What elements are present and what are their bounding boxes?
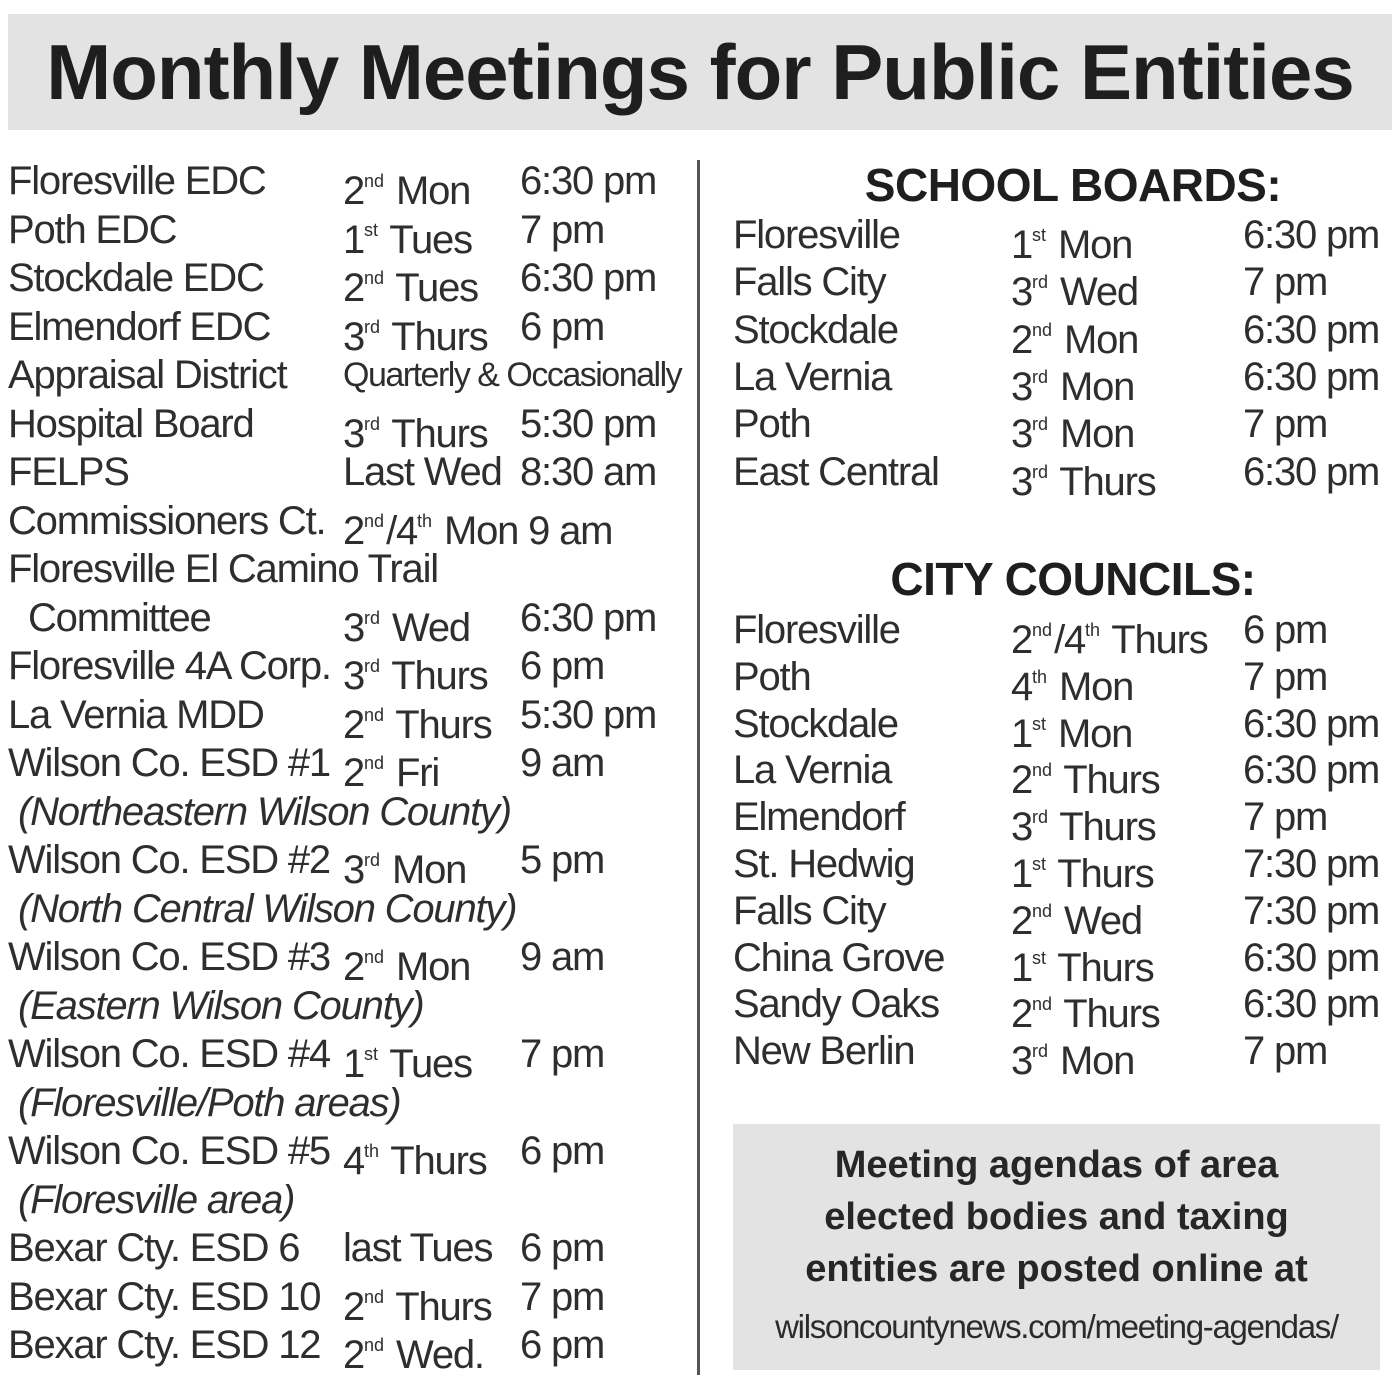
ordinal-number: 4 — [343, 1139, 365, 1184]
day-name: Mon — [396, 169, 471, 214]
day-name: Thurs — [395, 702, 492, 747]
entity-name: Falls City — [733, 260, 886, 305]
day-name: Thurs — [1063, 758, 1160, 803]
meeting-row — [733, 212, 1393, 268]
meeting-day — [1011, 1028, 1134, 1085]
entity-name: Floresville EDC — [8, 159, 266, 203]
meeting-day — [343, 448, 502, 496]
meeting-time: 9 am — [520, 741, 605, 785]
ordinal-suffix: nd — [364, 510, 385, 531]
meeting-time: 5:30 pm — [520, 692, 657, 737]
notice-line: Meeting agendas of area — [834, 1144, 1279, 1186]
entity-name: Bexar Cty. ESD 12 — [8, 1323, 321, 1367]
meeting-time: 5:30 pm — [520, 401, 657, 446]
meeting-time: 6 pm — [520, 304, 605, 349]
day-name: Mon — [396, 945, 471, 990]
meeting-row — [8, 836, 688, 893]
ordinal-number: 2 — [1011, 618, 1033, 663]
entity-name: Stockdale — [733, 701, 898, 746]
ordinal-number: 3 — [343, 411, 365, 456]
day-name: last Tues — [343, 1226, 493, 1270]
entity-name: Elmendorf — [733, 795, 905, 840]
meeting-row — [733, 747, 1393, 803]
ordinal-suffix: rd — [364, 316, 381, 337]
meeting-time: 6:30 pm — [1243, 213, 1380, 257]
title-bar — [8, 14, 1392, 130]
meeting-row — [8, 497, 688, 553]
meeting-row — [8, 448, 688, 497]
meeting-time: 6:30 pm — [520, 256, 657, 300]
day-name: Quarterly & Occasionally — [343, 356, 682, 394]
meeting-row — [8, 545, 688, 594]
entity-name: Bexar Cty. ESD 10 — [8, 1274, 321, 1319]
school-boards-heading: SCHOOL BOARDS: — [864, 159, 1282, 211]
agenda-notice — [733, 1124, 1380, 1370]
notice-line: entities are posted online at — [805, 1248, 1308, 1290]
meeting-row — [8, 1030, 688, 1087]
ordinal-suffix: st — [364, 219, 379, 240]
meeting-row — [733, 449, 1393, 504]
ordinal-number: 3 — [1011, 270, 1033, 315]
meeting-time: 7 pm — [1243, 402, 1328, 447]
meeting-time: 6:30 pm — [1243, 307, 1380, 352]
day-name: Mon — [1059, 1039, 1135, 1084]
ordinal-suffix: st — [1032, 854, 1047, 874]
meeting-row — [733, 841, 1393, 897]
meeting-row — [8, 303, 688, 359]
meeting-row — [8, 691, 688, 747]
entity-name: Elmendorf EDC — [8, 304, 271, 349]
day-name: Tues — [389, 1042, 472, 1087]
entity-name: New Berlin — [733, 1029, 915, 1074]
ordinal-number: 2 — [1011, 992, 1033, 1037]
ordinal-suffix: nd — [364, 171, 385, 191]
area-note: (Northeastern Wilson County) — [18, 789, 511, 834]
meeting-row — [733, 654, 1393, 709]
ordinal-number: 2 — [343, 266, 365, 311]
meeting-time: 6:30 pm — [1243, 935, 1380, 980]
meeting-row — [8, 1273, 688, 1329]
entities-list — [8, 157, 688, 1378]
ordinal-suffix: th — [417, 510, 433, 531]
entity-name: Floresville 4A Corp. — [8, 644, 331, 688]
ordinal-suffix: st — [1032, 947, 1047, 968]
ordinal-number: 2 — [1011, 317, 1033, 362]
day-name: Thurs — [1063, 992, 1160, 1037]
day-name: Mon — [1059, 412, 1135, 457]
day-name: Thurs — [390, 1139, 487, 1184]
meeting-row — [733, 259, 1393, 315]
ordinal-suffix: nd — [364, 268, 385, 288]
day-name: Tues — [395, 266, 478, 311]
day-name: Thurs — [395, 1284, 492, 1329]
ordinal-number: 2 — [343, 751, 365, 796]
entity-name: Stockdale EDC — [8, 256, 264, 300]
day-name: Wed — [1059, 270, 1138, 315]
ordinal-suffix: th — [1032, 666, 1048, 687]
ordinal-number: 4 — [1011, 664, 1033, 709]
ordinal-suffix: st — [1032, 225, 1047, 245]
meeting-time: 6:30 pm — [520, 159, 657, 203]
ordinal-suffix: th — [364, 1141, 380, 1161]
ordinal-number: 3 — [343, 848, 365, 893]
meeting-row — [733, 888, 1393, 943]
entity-name: La Vernia MDD — [8, 692, 264, 737]
ordinal-suffix: rd — [364, 656, 381, 676]
ordinal-number: 1 — [343, 217, 365, 262]
entity-name: Hospital Board — [8, 401, 254, 446]
ordinal-suffix: nd — [364, 704, 385, 725]
meeting-time: 6:30 pm — [1243, 449, 1380, 494]
meeting-time: 5 pm — [520, 838, 605, 882]
meeting-time: 6 pm — [520, 1226, 605, 1270]
agenda-url-link[interactable]: wilsoncountynews.com/meeting-agendas/ — [775, 1308, 1338, 1345]
meeting-time: 7 pm — [520, 1274, 605, 1319]
page-title: Monthly Meetings for Public Entities — [46, 28, 1354, 116]
entity-name: Floresville El Camino Trail — [8, 547, 438, 591]
meeting-time: 7:30 pm — [1243, 842, 1380, 886]
ordinal-number: 2 — [343, 1333, 365, 1378]
meeting-row — [8, 933, 688, 990]
notice-line: elected bodies and taxing — [824, 1196, 1289, 1238]
day-name: Thurs — [1059, 459, 1156, 504]
ordinal-number: 4 — [1064, 618, 1086, 663]
day-name: Thurs — [1057, 852, 1154, 897]
meeting-row — [8, 1127, 688, 1184]
area-note-row — [8, 1176, 688, 1225]
ordinal-number: 1 — [343, 1042, 365, 1087]
ordinal-suffix: nd — [1032, 760, 1053, 781]
meeting-row — [733, 981, 1393, 1037]
ordinal-number: 3 — [343, 654, 365, 699]
ordinal-number: 1 — [1011, 945, 1033, 990]
meeting-time: 7 pm — [520, 207, 605, 252]
area-note: (North Central Wilson County) — [18, 886, 517, 931]
day-name: Mon — [391, 848, 467, 893]
entity-name: Appraisal District — [8, 353, 287, 397]
meeting-day — [343, 1321, 484, 1379]
meeting-time: 7 pm — [1243, 260, 1328, 305]
meeting-row — [8, 642, 688, 699]
entity-name: Floresville — [733, 213, 900, 257]
meeting-row — [8, 1224, 688, 1273]
meeting-time: 7 pm — [1243, 795, 1328, 840]
meeting-time: 6 pm — [520, 1129, 605, 1173]
day-name: Fri — [396, 751, 440, 796]
ordinal-number: 3 — [1011, 459, 1033, 504]
area-note-row — [8, 1079, 688, 1128]
day-name: Mon 9 am — [443, 508, 613, 553]
meeting-row — [733, 607, 1393, 663]
entity-name: Poth — [733, 402, 811, 447]
area-note: (Eastern Wilson County) — [18, 983, 424, 1028]
day-name: Thurs — [391, 654, 488, 699]
ordinal-suffix: nd — [364, 947, 385, 967]
area-note: (Floresville area) — [18, 1177, 295, 1222]
entity-name: FELPS — [8, 450, 129, 494]
day-name: Wed — [391, 605, 470, 650]
ordinal-number: 2 — [343, 702, 365, 747]
ordinal-suffix: st — [1032, 713, 1047, 734]
meeting-row — [8, 739, 688, 796]
meeting-row — [733, 794, 1393, 850]
ordinal-number: 4 — [396, 508, 418, 553]
day-name: Thurs — [1111, 618, 1208, 663]
ordinal-suffix: rd — [364, 850, 381, 870]
meeting-row — [733, 354, 1393, 409]
ordinal-suffix: rd — [364, 607, 381, 628]
meeting-time: 6:30 pm — [1243, 748, 1380, 793]
ordinal-number: 1 — [1011, 223, 1033, 268]
ordinal-number: 2 — [1011, 898, 1033, 943]
column-divider — [697, 160, 700, 1375]
meeting-day — [343, 1224, 492, 1272]
meeting-day — [343, 351, 681, 399]
ordinal-suffix: rd — [1032, 807, 1049, 828]
day-name: Mon — [1057, 711, 1133, 756]
ordinal-number: 1 — [1011, 852, 1033, 897]
entity-name: Poth — [733, 654, 811, 699]
day-name: Thurs — [1057, 945, 1154, 990]
meeting-time: 9 am — [520, 935, 605, 979]
area-note-row — [8, 885, 688, 934]
meeting-time: 7:30 pm — [1243, 888, 1380, 933]
ordinal-number: 2 — [343, 169, 365, 214]
meeting-row — [733, 1028, 1393, 1084]
area-note-row — [8, 982, 688, 1031]
entity-name: Committee — [28, 595, 211, 640]
day-name: Last Wed — [343, 450, 502, 494]
entity-name: St. Hedwig — [733, 842, 915, 886]
ordinal-number: 3 — [1011, 805, 1033, 850]
meeting-time: 7 pm — [1243, 1029, 1328, 1074]
entity-name: Floresville — [733, 608, 900, 652]
meeting-time: 6 pm — [520, 644, 605, 688]
meeting-time: 7 pm — [520, 1032, 605, 1076]
meeting-row — [8, 157, 688, 214]
ordinal-suffix: nd — [364, 1286, 385, 1307]
day-name: Thurs — [391, 314, 488, 359]
entity-name: La Vernia — [733, 748, 892, 793]
entity-name: Wilson Co. ESD #4 — [8, 1032, 330, 1076]
day-name: Thurs — [1059, 805, 1156, 850]
meeting-day: 2nd/4th Mon 9 am — [343, 508, 613, 553]
ordinal-suffix: nd — [1032, 994, 1053, 1015]
meeting-row — [733, 701, 1393, 756]
ordinal-suffix: nd — [1032, 900, 1053, 921]
area-note: (Floresville/Poth areas) — [18, 1080, 401, 1125]
ordinal-suffix: nd — [364, 753, 385, 773]
ordinal-number: 2 — [343, 1284, 365, 1329]
meeting-row — [8, 254, 688, 311]
day-name: Tues — [389, 217, 472, 262]
ordinal-suffix: nd — [364, 1335, 385, 1355]
entity-name: Stockdale — [733, 307, 898, 352]
meeting-row — [8, 1321, 688, 1378]
ordinal-suffix: nd — [1032, 319, 1053, 340]
ordinal-suffix: st — [364, 1044, 379, 1064]
meeting-time: 7 pm — [1243, 654, 1328, 699]
ordinal-number: 2 — [343, 945, 365, 990]
ordinal-number: 3 — [1011, 1039, 1033, 1084]
meeting-row — [733, 935, 1393, 990]
entity-name: Commissioners Ct. — [8, 498, 326, 543]
meeting-time: 6:30 pm — [1243, 982, 1380, 1027]
entity-name: Wilson Co. ESD #2 — [8, 838, 330, 882]
meeting-row — [733, 307, 1393, 362]
ordinal-suffix: rd — [1032, 272, 1049, 293]
ordinal-number: 2 — [343, 508, 365, 553]
entity-name: China Grove — [733, 935, 945, 980]
ordinal-number: 3 — [343, 605, 365, 650]
city-councils-heading: CITY COUNCILS: — [890, 553, 1256, 605]
meeting-time: 6:30 pm — [520, 595, 657, 640]
entity-name: Wilson Co. ESD #1 — [8, 741, 330, 785]
ordinal-number: 3 — [1011, 364, 1033, 409]
entity-name: Poth EDC — [8, 207, 177, 252]
ordinal-number: 2 — [1011, 758, 1033, 803]
day-name: Mon — [1059, 364, 1135, 409]
ordinal-number: 1 — [1011, 711, 1033, 756]
ordinal-suffix: rd — [1032, 1041, 1049, 1062]
meeting-time: 6 pm — [520, 1323, 605, 1367]
entity-name: Wilson Co. ESD #3 — [8, 935, 330, 979]
ordinal-suffix: rd — [1032, 366, 1049, 387]
day-name: Mon — [1057, 223, 1133, 268]
day-name: Thurs — [391, 411, 488, 456]
entity-name: Wilson Co. ESD #5 — [8, 1129, 330, 1173]
ordinal-suffix: rd — [364, 413, 381, 434]
area-note-row — [8, 788, 688, 837]
meeting-row — [8, 206, 688, 262]
meeting-row — [8, 400, 688, 456]
entity-name: Bexar Cty. ESD 6 — [8, 1226, 300, 1270]
ordinal-number: 3 — [343, 314, 365, 359]
ordinal-number: 3 — [1011, 412, 1033, 457]
day-name: Wed. — [396, 1333, 484, 1378]
meeting-row — [733, 401, 1393, 457]
meeting-time: 6 pm — [1243, 608, 1328, 652]
day-name: Mon — [1058, 664, 1134, 709]
entity-name: Sandy Oaks — [733, 982, 939, 1027]
entity-name: East Central — [733, 449, 939, 494]
ordinal-suffix: rd — [1032, 461, 1049, 482]
ordinal-suffix: rd — [1032, 414, 1049, 435]
ordinal-suffix: nd — [1032, 620, 1053, 640]
day-name: Wed — [1064, 898, 1142, 943]
meeting-day — [1011, 449, 1156, 506]
entity-name: Falls City — [733, 888, 886, 933]
meeting-day: 2nd/4th Thurs — [1011, 618, 1208, 663]
meeting-time: 8:30 am — [520, 450, 657, 494]
meeting-time: 6:30 pm — [1243, 701, 1380, 746]
day-name: Mon — [1064, 317, 1139, 362]
ordinal-suffix: th — [1085, 620, 1101, 640]
meeting-row — [8, 351, 688, 400]
entity-name: La Vernia — [733, 354, 892, 399]
meeting-time: 6:30 pm — [1243, 354, 1380, 399]
meeting-row — [8, 594, 688, 650]
